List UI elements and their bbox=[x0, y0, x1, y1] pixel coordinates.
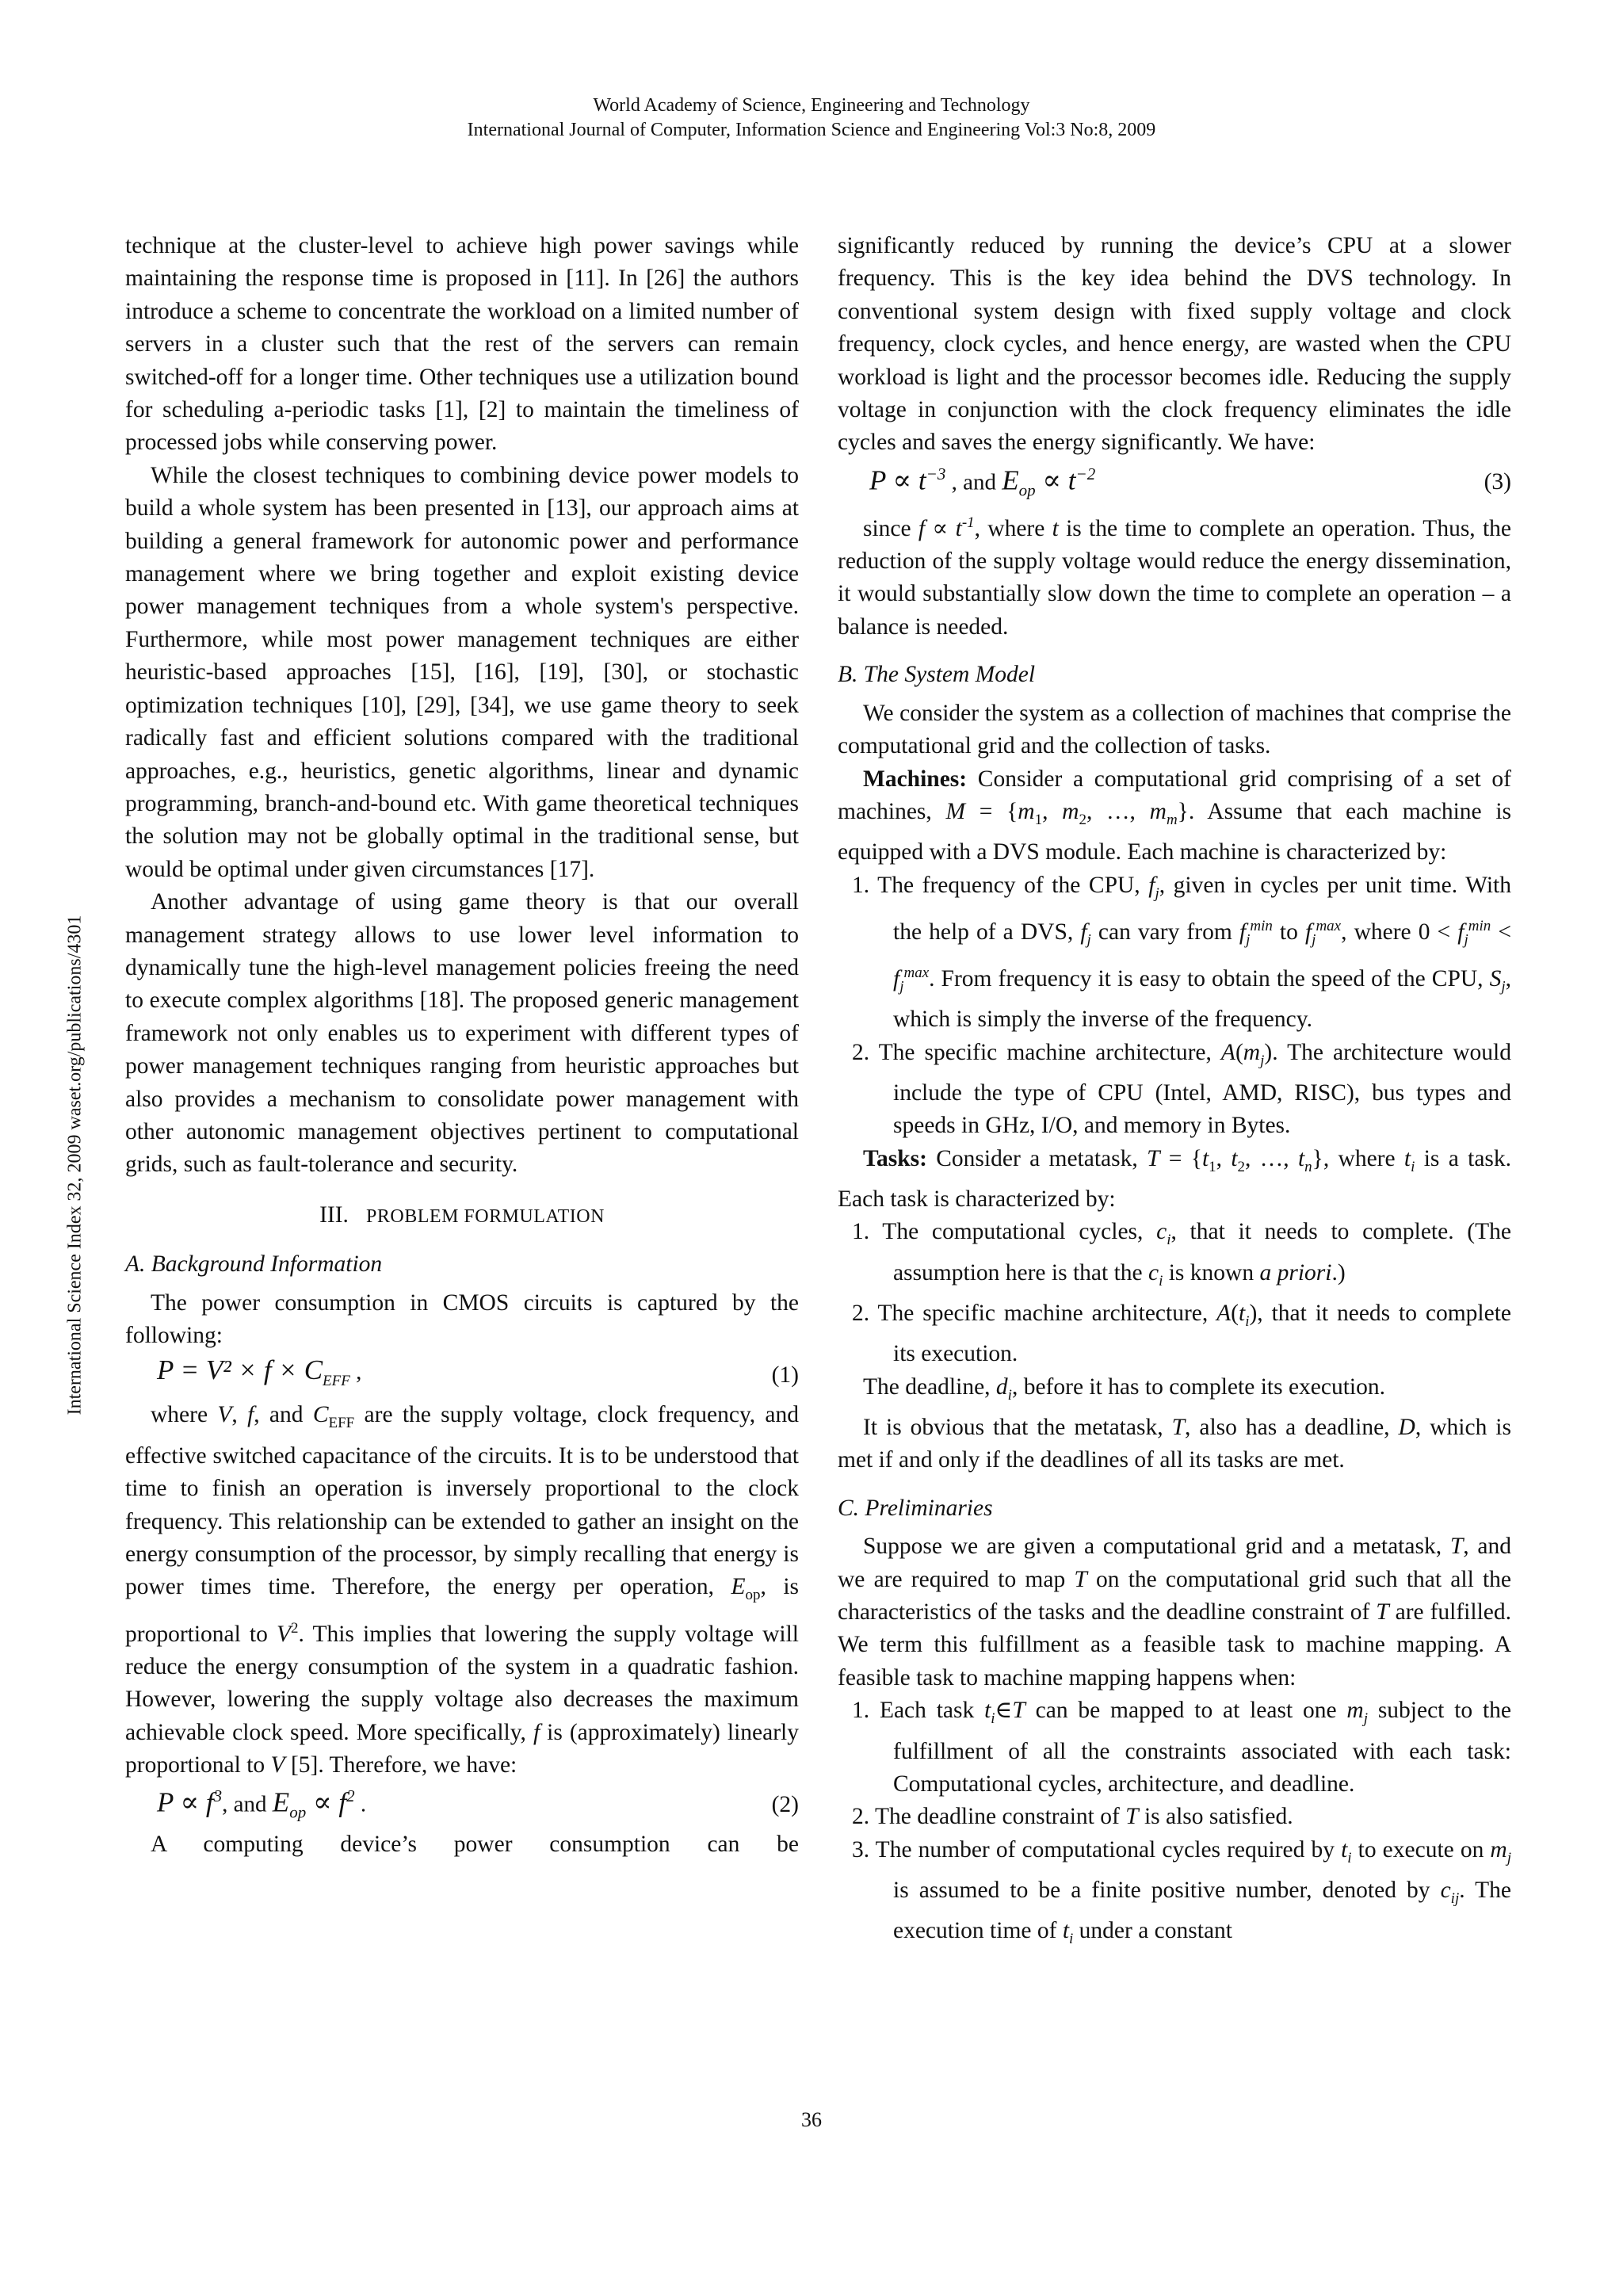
equation-number: (2) bbox=[771, 1791, 799, 1817]
header-line-2: International Journal of Computer, Information Science and Engineering Vol:3 No:8, 2009 bbox=[467, 120, 1156, 140]
paragraph: Machines: Consider a computational grid comprising of a set of machines, $M = \{m_1$, $m_2$, …, $m_m$}. Assume that each machine is equipped with a DVS module. Each machine is characterized by: bbox=[838, 766, 1512, 865]
paragraph: The deadline, $d_i$, before it has to complete its execution. bbox=[863, 1373, 1385, 1404]
subsection-heading: C. Preliminaries bbox=[838, 1495, 993, 1521]
list-item: 2. The specific machine architecture, $A(t_i)$, that it needs to complete its execution. bbox=[852, 1300, 1511, 1367]
list-item: 2. The specific machine architecture, $A(m_j)$. The architecture would include the type of CPU (Intel, AMD, RISC), bus types and speeds in GHz, I/O, and memory in Bytes. bbox=[852, 1039, 1511, 1139]
page-number: 36 bbox=[801, 2108, 822, 2131]
right-column bbox=[838, 230, 1511, 1956]
machine-list bbox=[838, 869, 1511, 1143]
equation-number: (1) bbox=[771, 1362, 799, 1388]
paragraph: since $f \propto t^{-1}$, where t is the time to complete an operation. Thus, the reduction of the supply voltage would reduce the energy dissemination, it would substantially slow down the time to complete an operation – a balance is needed. bbox=[838, 514, 1511, 640]
list-item: 1. Each task $t_i\in T$ can be mapped to at least one $m_j$ subject to the fulfillment of all the constraints associated with each task: Computational cycles, architecture, and deadline. bbox=[852, 1698, 1511, 1797]
section-heading: III. PROBLEM FORMULATION bbox=[319, 1201, 605, 1228]
list-item: 3. The number of computational cycles required by $t_i$ to execute on $m_j$ is assumed to be a finite positive number, denoted by $c_{ij}$. The execution time of $t_i$ under a constant bbox=[852, 1836, 1511, 1948]
mapping-conditions-list bbox=[838, 1694, 1511, 1955]
subsection-heading: A. Background Information bbox=[125, 1251, 383, 1278]
paragraph: Tasks: Consider a metatask, $T = \{t_1$, $t_2$, …, $t_n$}, where $t_i$ is a task. Each task is characterized by: bbox=[838, 1145, 1512, 1212]
paragraph: It is obvious that the metatask, T, also has a deadline, D, which is met if and only if the deadlines of all its tasks are met. bbox=[838, 1414, 1511, 1473]
list-item: 1. The computational cycles, $c_i$, that it needs to complete. (The assumption here is that the $c_i$ is known a priori.) bbox=[852, 1219, 1511, 1289]
task-list bbox=[838, 1216, 1511, 1370]
left-column bbox=[125, 230, 799, 1862]
paragraph: Suppose we are given a computational grid and a metatask, T, and we are required to map T on the computational grid such that all the characteristics of the tasks and the deadline constraint of T are fulfilled. We term this fulfillment as a feasible task to machine mapping. A feasible task to machine mapping happens when: bbox=[838, 1534, 1511, 1690]
paragraph: where V, f, and $C_{EFF}$ are the supply voltage, clock frequency, and effective switched capacitance of the circuits. It is to be understood that time to finish an operation is inversely proportional to the clock frequency. This relationship can be extended to gather an insight on the energy consumption of the processor, by simply recalling that energy is power times time. Therefore, the energy per operation, $E_{op}$, is proportional to $V^2$. This implies that lowering the supply voltage will reduce the energy consumption of the system in a quadratic fashion. However, lowering the supply voltage also decreases the maximum achievable clock speed. More specifically, f is (approximately) linearly proportional to V [5]. Therefore, we have: bbox=[125, 1402, 800, 1778]
subsection-heading: B. The System Model bbox=[838, 662, 1036, 688]
paragraph: A computing device’s power consumption can be bbox=[151, 1832, 799, 1858]
equation-number: (3) bbox=[1484, 469, 1511, 495]
equation-1: $P = V^2 \times f \times C_{EFF}$ , (1) bbox=[125, 1354, 799, 1396]
paragraph: The power consumption in CMOS circuits is captured by the following: bbox=[125, 1289, 799, 1348]
equation-2: $P \propto f^3$, and $E_{op} \propto f^2$ . (2) bbox=[157, 1786, 799, 1823]
equation-3: $P \propto t^{-3}$ , and $E_{op} \propto t^{-2}$ (3) bbox=[869, 464, 1511, 500]
sidebar-citation: International Science Index 32, 2009 waset.org/publications/4301 bbox=[64, 915, 86, 1415]
journal-header bbox=[0, 94, 1623, 143]
list-item: 1. The frequency of the CPU, $f_j$, given in cycles per unit time. With the help of a DVS, $f_j$ can vary from $f_j^{min}$ to $f_j^{max}$, where $0 < f_j^{min} < f_j^{max}$. From frequency it is easy to obtain the speed of the CPU, $S_j$, which is simply the inverse of the frequency. bbox=[852, 872, 1512, 1033]
paragraph: While the closest techniques to combining device power models to build a whole system has been presented in [13], our approach aims at building a general framework for autonomic power and performance management where we bring together and exploit existing device power management techniques from a whole system's perspective. Furthermore, while most power management techniques are either heuristic-based approaches [15], [16], [19], [30], or stochastic optimization techniques [10], [29], [34], we use game theory to seek radically fast and efficient solutions compared with the traditional approaches, e.g., heuristics, genetic algorithms, linear and dynamic programming, branch-and-bound etc. With game theoretical techniques the solution may not be globally optimal in the traditional sense, but would be optimal under given circumstances [17]. bbox=[125, 462, 799, 882]
list-item: 2. The deadline constraint of T is also satisfied. bbox=[852, 1804, 1293, 1830]
paragraph: technique at the cluster-level to achieve high power savings while maintaining the response time is proposed in [11]. In [26] the authors introduce a scheme to concentrate the workload on a limited number of servers in a cluster such that the rest of the servers can remain switched-off for a longer time. Other techniques use a utilization bound for scheduling a-periodic tasks [1], [2] to maintain the timeliness of processed jobs while conserving power. bbox=[125, 233, 799, 456]
paragraph: significantly reduced by running the device’s CPU at a slower frequency. This is the key idea behind the DVS technology. In conventional system design with fixed supply voltage and clock frequency, clock cycles, and hence energy, are wasted when the CPU workload is light and the processor becomes idle. Reducing the supply voltage in conjunction with the clock frequency eliminates the idle cycles and saves the energy significantly. We have: bbox=[838, 233, 1511, 456]
section-title: PROBLEM FORMULATION bbox=[366, 1205, 605, 1227]
paragraph: We consider the system as a collection of machines that comprise the computational grid and the collection of tasks. bbox=[838, 700, 1511, 759]
header-line-1: World Academy of Science, Engineering and Technology bbox=[593, 95, 1030, 116]
paragraph: Another advantage of using game theory is that our overall management strategy allows to use lower level information to dynamically tune the high-level management policies freeing the need to execute complex algorithms [18]. The proposed generic management framework not only enables us to experiment with different types of power management techniques ranging from heuristic approaches but also provides a mechanism to consolidate power management with other autonomic management objectives pertinent to computational grids, such as fault-tolerance and security. bbox=[125, 889, 799, 1178]
